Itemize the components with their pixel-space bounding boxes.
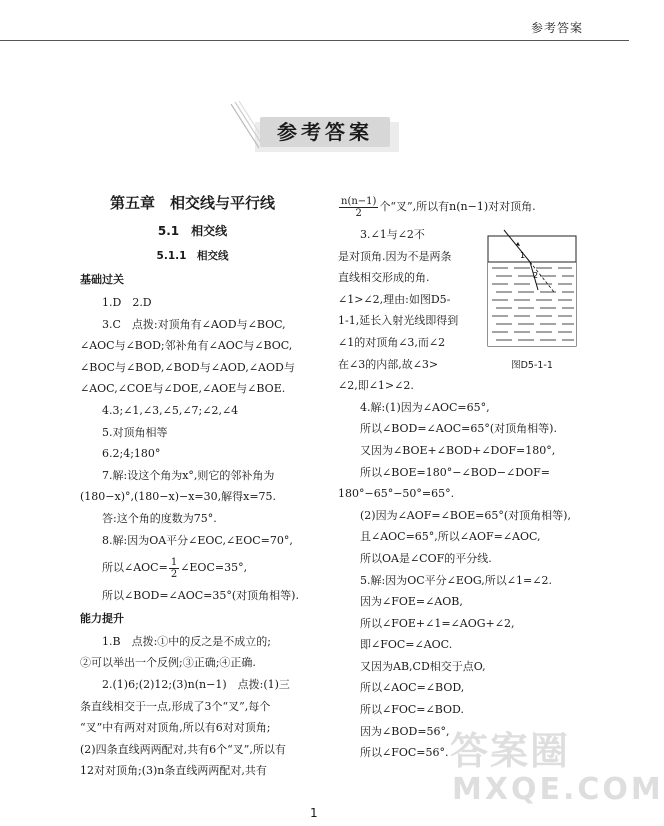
ability-heading: 能力提升 (80, 611, 124, 625)
answer-line: ∠AOC,∠COE与∠DOE,∠AOE与∠BOE. (80, 382, 286, 396)
watermark-text: 答案圈 (450, 729, 571, 773)
answer-line: 所以∠BOD=∠AOC=35°(对顶角相等). (102, 589, 299, 603)
answer-line: (2)因为∠AOF=∠BOE=65°(对顶角相等), (360, 508, 571, 522)
header-label: 参考答案 (530, 21, 583, 35)
answer-line: 条直线相交于一点,形成了3个“叉”,每个 (80, 699, 271, 713)
answer-line: 又因为AB,CD相交于点O, (360, 659, 486, 673)
answer-line: 所以∠FOC=56°. (360, 746, 449, 760)
fraction-suffix: 个“叉”,所以有n(n−1)对对顶角. (379, 200, 536, 213)
answer-line: 所以∠FOC=∠BOD. (360, 703, 464, 717)
answer-line: 所以OA是∠COF的平分线. (360, 551, 492, 565)
section-title: 5.1 相交线 (157, 224, 228, 238)
answer-line: 3.∠1与∠2不 (360, 228, 425, 241)
page-number: 1 (310, 806, 318, 820)
fraction-line (80, 551, 305, 585)
header-divider (0, 40, 629, 41)
answer-line: ∠BOC与∠BOD,∠BOD与∠AOD,∠AOD与 (80, 360, 295, 374)
watermark (448, 720, 664, 820)
answer-line: 1.D 2.D (102, 296, 152, 309)
answer-line: ②可以举出一个反例;③正确;④正确. (80, 656, 256, 670)
answer-line: 7.解:设这个角为x°,则它的邻补角为 (102, 468, 275, 482)
answer-line: 因为∠BOD=56°, (360, 724, 450, 738)
answer-line: 在∠3的内部,故∠3> (338, 357, 439, 371)
chapter-title: 第五章 相交线与平行线 (109, 194, 275, 212)
basic-heading: 基础过关 (80, 273, 124, 286)
left-column (80, 190, 305, 782)
fraction (169, 557, 179, 580)
fraction-suffix: ∠EOC=35°, (180, 561, 248, 575)
answer-line: 直线相交形成的角. (338, 271, 430, 285)
answer-line: 所以∠BOE=180°−∠BOD−∠DOF= (360, 465, 550, 479)
answer-line: 4.3;∠1,∠3,∠5,∠7;∠2,∠4 (102, 403, 239, 417)
answer-line: ∠AOC与∠BOD;邻补角有∠AOC与∠BOC, (80, 339, 293, 353)
banner-title: 参考答案 (260, 117, 390, 147)
answer-line: 6.2;4;180° (102, 447, 161, 461)
answer-line: 12对对顶角;(3)n条直线两两配对,共有 (80, 764, 267, 778)
answer-line: 1-1,延长入射光线即得到 (338, 314, 459, 328)
answer-line: 即∠FOC=∠AOC. (360, 638, 453, 652)
answer-line: 8.解:因为OA平分∠EOC,∠EOC=70°, (102, 533, 293, 547)
answer-line: 所以∠AOC=∠BOD, (360, 681, 465, 695)
answer-line: 180°−65°−50°=65°. (338, 487, 455, 501)
answer-line: ∠2,即∠1>∠2. (338, 379, 414, 393)
answer-line: ∠1>∠2,理由:如图D5- (338, 292, 451, 306)
answer-line: 答:这个角的度数为75°. (102, 511, 217, 525)
answer-line: ∠1的对顶角∠3,而∠2 (338, 335, 446, 349)
answer-line: 因为∠FOE=∠AOB, (360, 595, 463, 609)
fraction-line (338, 190, 578, 224)
answer-line: (2)四条直线两两配对,共有6个“叉”,所以有 (80, 742, 286, 756)
fraction-numerator: n(n−1) (341, 195, 377, 207)
answer-line: 1.B 点拨:①中的反之是不成立的; (102, 634, 271, 648)
refraction-diagram (484, 228, 579, 378)
answer-line: 又因为∠BOE+∠BOD+∠DOF=180°, (360, 443, 556, 457)
answer-line: 所以∠FOE+∠1=∠AOG+∠2, (360, 616, 515, 630)
fraction (339, 196, 378, 219)
answer-line: 且∠AOC=65°,所以∠AOF=∠AOC, (360, 530, 541, 544)
figure-caption: 图D5-1-1 (511, 360, 553, 371)
answer-line: 3.C 点拨:对顶角有∠AOD与∠BOC, (102, 317, 286, 331)
answer-line: (180−x)°,(180−x)−x=30,解得x=75. (80, 490, 277, 504)
answer-line: 是对顶角.因为不是两条 (338, 249, 452, 263)
fraction-denominator: 2 (170, 568, 178, 580)
angle-label-1: 1 (520, 251, 526, 260)
answer-line: 5.解:因为OC平分∠EOG,所以∠1=∠2. (360, 573, 552, 587)
answer-line: 所以∠BOD=∠AOC=65°(对顶角相等). (360, 422, 557, 436)
answer-line: 5.对顶角相等 (102, 425, 168, 439)
answer-line: “叉”中有两对对顶角,所以有6对对顶角; (80, 721, 271, 735)
answer-line: 4.解:(1)因为∠AOC=65°, (360, 400, 490, 414)
answer-line: 2.(1)6;(2)12;(3)n(n−1) 点拨:(1)三 (102, 677, 290, 691)
fraction-denominator: 2 (355, 207, 362, 219)
watermark-url: MXQE.COM (452, 772, 664, 807)
angle-label-2: 2 (533, 271, 539, 280)
fraction-prefix: 所以∠AOC= (102, 561, 168, 575)
subsection-title: 5.1.1 相交线 (156, 250, 229, 262)
fraction-numerator: 1 (170, 556, 178, 568)
